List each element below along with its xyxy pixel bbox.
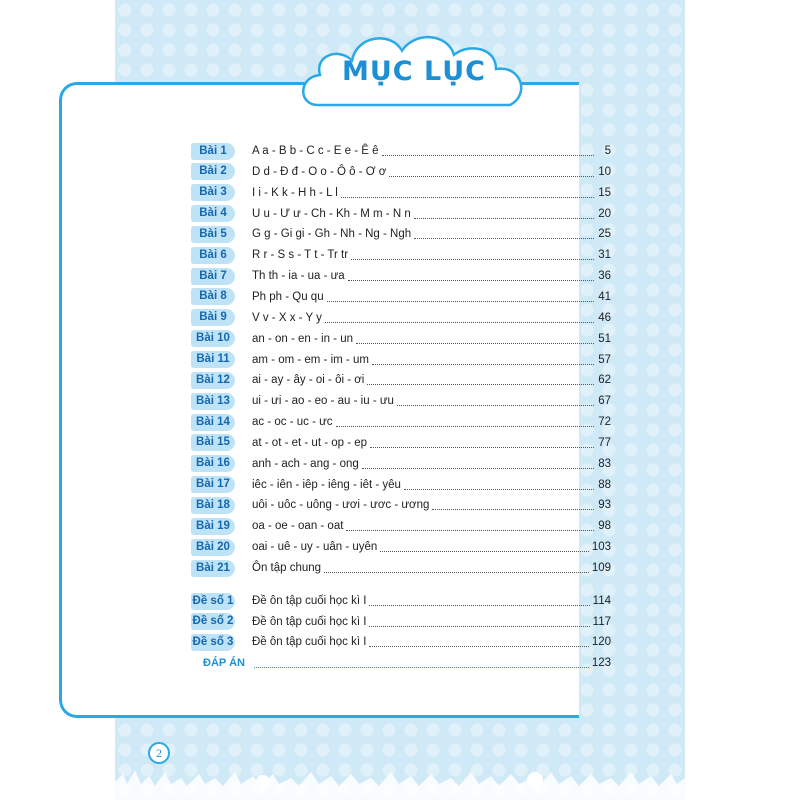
toc-badge: Bài 4 xyxy=(191,205,235,222)
toc-page-number: 62 xyxy=(598,374,611,387)
toc-leader-dots xyxy=(414,229,594,239)
toc-row xyxy=(191,633,611,651)
page-title: MỤC LỤC xyxy=(342,56,486,87)
toc-row xyxy=(191,592,611,610)
toc-badge: Bài 20 xyxy=(191,539,235,556)
toc-page-number: 10 xyxy=(598,165,611,178)
toc-leader-dots xyxy=(382,146,594,156)
toc-label: am - om - em - im - um xyxy=(252,353,369,366)
toc-leader-dots xyxy=(389,167,594,177)
toc-badge: Bài 21 xyxy=(191,560,235,577)
toc-page-number: 72 xyxy=(598,416,611,429)
toc-leader-dots xyxy=(404,480,594,490)
toc-row xyxy=(191,413,611,431)
toc-page-number: 83 xyxy=(598,457,611,470)
toc-leader-dots xyxy=(372,355,594,365)
toc-label: Ph ph - Qu qu xyxy=(252,290,324,303)
toc-row xyxy=(191,559,611,577)
toc-label: Đề ôn tập cuối học kì I xyxy=(252,636,367,648)
page-number: 2 xyxy=(148,742,170,764)
toc-label: ai - ay - ây - oi - ôi - ơi xyxy=(252,374,365,387)
toc-page-number: 5 xyxy=(604,145,611,157)
toc-page-number: 88 xyxy=(598,478,611,491)
toc-label: Th th - ia - ua - ưa xyxy=(252,270,345,283)
toc-leader-dots xyxy=(370,438,594,448)
toc-badge: Bài 13 xyxy=(191,393,235,410)
toc-badge: Bài 6 xyxy=(191,247,235,264)
toc-badge: Bài 7 xyxy=(191,268,235,285)
toc-page-number: 77 xyxy=(598,436,611,449)
toc-leader-dots xyxy=(367,375,594,385)
toc-page-number: 67 xyxy=(598,395,611,408)
toc-page-number: 51 xyxy=(598,332,611,345)
toc-leader-dots xyxy=(324,563,589,573)
toc-badge: Bài 8 xyxy=(191,288,235,305)
toc-leader-dots xyxy=(369,617,589,627)
toc-badge: Bài 9 xyxy=(191,309,235,326)
toc-label: Đề ôn tập cuối học kì I xyxy=(252,615,367,628)
toc-page-number: 36 xyxy=(598,270,611,283)
toc-leader-dots xyxy=(346,521,594,531)
toc-row xyxy=(191,496,611,514)
toc-label: A a - B b - C c - E e - Ê ê xyxy=(252,145,379,157)
toc-badge: Bài 15 xyxy=(191,434,235,451)
toc-leader-dots xyxy=(325,313,594,323)
toc-row-answers xyxy=(191,654,611,672)
toc-page-number: 114 xyxy=(592,595,611,607)
toc-leader-dots xyxy=(380,542,589,552)
toc-label: uôi - uôc - uông - ươi - ươc - ương xyxy=(252,499,430,512)
toc-badge: Bài 14 xyxy=(191,414,235,431)
toc-badge: Bài 19 xyxy=(191,518,235,535)
toc-row xyxy=(191,371,611,389)
toc-badge: Bài 5 xyxy=(191,226,235,243)
toc-page-number: 57 xyxy=(598,353,611,366)
toc-page-number: 98 xyxy=(598,520,611,533)
toc-label: U u - Ư ư - Ch - Kh - M m - N n xyxy=(252,207,411,220)
toc-label: iêc - iên - iêp - iêng - iêt - yêu xyxy=(252,478,401,491)
toc-row xyxy=(191,455,611,473)
toc-label: ac - oc - uc - ưc xyxy=(252,416,333,429)
toc-leader-dots xyxy=(432,500,594,510)
toc-leader-dots xyxy=(369,596,589,606)
toc-row xyxy=(191,225,611,243)
toc-badge: Đề số 2 xyxy=(191,613,235,630)
toc-badge: Bài 3 xyxy=(191,184,235,201)
toc-label: oai - uê - uy - uân - uyên xyxy=(252,541,378,554)
toc-badge: Đề số 1 xyxy=(191,593,235,610)
toc-leader-dots xyxy=(362,459,594,469)
toc-label: R r - S s - T t - Tr tr xyxy=(252,249,349,262)
toc-page-number: 93 xyxy=(598,499,611,512)
toc-label: ui - ưi - ao - eo - au - iu - ưu xyxy=(252,395,394,408)
toc-row xyxy=(191,163,611,181)
toc-leader-dots xyxy=(369,637,588,647)
toc-label: D d - Đ đ - O o - Ô ô - Ơ ơ xyxy=(252,165,387,178)
toc-badge: Bài 16 xyxy=(191,455,235,472)
toc-leader-dots xyxy=(327,292,594,302)
toc-row xyxy=(191,205,611,223)
toc-page-number: 20 xyxy=(598,207,611,220)
toc-badge: Bài 18 xyxy=(191,497,235,514)
toc-label: anh - ach - ang - ong xyxy=(252,457,359,470)
toc-label: oa - oe - oan - oat xyxy=(252,520,344,533)
toc-row xyxy=(191,246,611,264)
toc-leader-dots xyxy=(356,334,594,344)
toc-page-number: 103 xyxy=(591,541,611,554)
toc-badge: Bài 10 xyxy=(191,330,235,347)
toc-badge: Bài 1 xyxy=(191,143,235,160)
toc-leader-dots xyxy=(254,658,589,668)
toc-row xyxy=(191,392,611,410)
toc-leader-dots xyxy=(348,271,594,281)
toc-page-number: 41 xyxy=(598,290,611,303)
grass-decoration xyxy=(115,760,685,800)
toc-label: G g - Gi gi - Gh - Nh - Ng - Ngh xyxy=(252,228,412,241)
toc-leader-dots xyxy=(414,209,594,219)
toc-page-number: 46 xyxy=(598,311,611,324)
toc-row xyxy=(191,476,611,494)
toc-leader-dots xyxy=(397,396,594,406)
toc-row xyxy=(191,142,611,160)
toc-label: Đề ôn tập cuối học kì I xyxy=(252,595,367,607)
toc-badge: Bài 11 xyxy=(191,351,235,368)
toc-badge: Bài 17 xyxy=(191,476,235,493)
toc-badge: Bài 12 xyxy=(191,372,235,389)
toc-row xyxy=(191,288,611,306)
toc-page-number: 25 xyxy=(598,228,611,241)
toc-badge: Bài 2 xyxy=(191,163,235,180)
toc-leader-dots xyxy=(351,250,594,260)
toc-page-number: 120 xyxy=(591,636,611,648)
toc-label: Ôn tập chung xyxy=(252,562,322,574)
toc-row xyxy=(191,351,611,369)
toc-page-number: 117 xyxy=(592,615,611,628)
toc-leader-dots xyxy=(341,188,594,198)
toc-label: I i - K k - H h - L l xyxy=(252,186,338,199)
toc-row xyxy=(191,309,611,327)
toc-label: V v - X x - Y y xyxy=(252,311,322,324)
toc-row xyxy=(191,517,611,535)
toc-row xyxy=(191,330,611,348)
toc-label: at - ot - et - ut - op - ep xyxy=(252,436,368,449)
toc-badge: Đề số 3 xyxy=(191,634,235,651)
toc-row xyxy=(191,184,611,202)
toc-row xyxy=(191,613,611,631)
toc-answers-label: ĐÁP ÁN xyxy=(203,657,245,669)
toc-row xyxy=(191,538,611,556)
toc-row xyxy=(191,434,611,452)
toc-page-number: 109 xyxy=(591,562,611,574)
toc-leader-dots xyxy=(336,417,594,427)
toc-row xyxy=(191,267,611,285)
toc-page-number: 31 xyxy=(598,249,611,262)
toc-page-number: 15 xyxy=(598,186,611,199)
toc-page-number: 123 xyxy=(591,657,611,669)
toc-label: an - on - en - in - un xyxy=(252,332,353,345)
